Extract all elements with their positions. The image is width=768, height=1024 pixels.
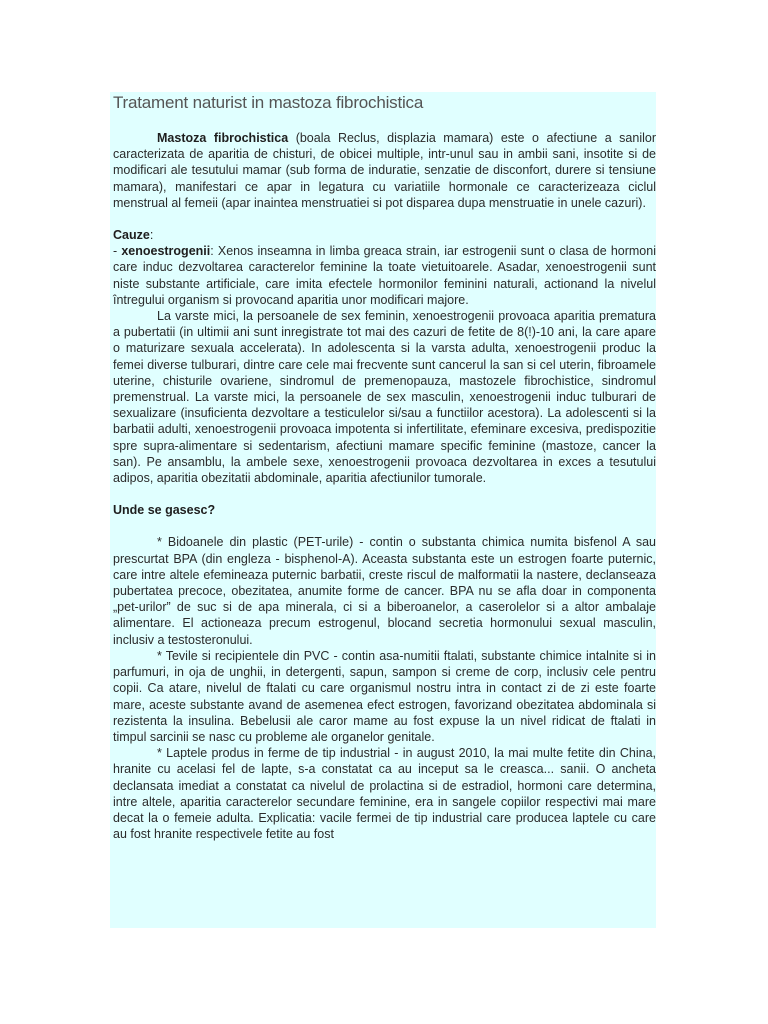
causes-item-prefix: - — [113, 244, 122, 259]
causes-item-text: : Xenos inseamna in limba greaca strain, iar estrogenii sunt o clasa de hormoni care induc dezvoltarea caracterelor feminine la toate vietuitoarele. Asadar, xenoestrogenii sunt niste substante artificiale, care imita efectele hormonilor feminini naturali, actionand la nivelul întregului organism si provocand aparitia unor modificari majore. — [113, 244, 656, 307]
intro-paragraph — [113, 130, 656, 211]
page-title: Tratament naturist in mastoza fibrochistica — [113, 93, 424, 112]
causes-heading-text: Cauze — [113, 228, 150, 243]
causes-heading-suffix: : — [149, 228, 154, 243]
causes-item — [113, 243, 656, 308]
causes-paragraph: La varste mici, la persoanele de sex feminin, xenoestrogenii provoaca aparitia prematura a pubertatii (in ultimii ani sunt inregistrate tot mai des cazuri de fetite de 8(!)-10 ani, la care apare o maturizare sexuala accelerata). In adolescenta si la varsta adulta, xenoestrogenii produc la femei diverse tulburari, dintre care cele mai frecvente sunt cancerul la san si cel uterin, fibroamele uterine, chisturile ovariene, sindromul de premenopauza, mastozele fibrochistice, sindromul premenstrual. La varste mici, la persoanele de sex masculin, xenoestrogenii induc tulburari de sexualizare (insuficienta dezvoltare a testiculelor si/sau a functiilor acestora). La adolescenti si la barbatii adulti, xenoestrogenii provoaca impotenta si infertilitate, efeminare excesiva, predispozitie spre supra-alimentare si sedentarism, afectiuni mamare specific feminine (mastoze, cancer la san). Pe ansamblu, la ambele sexe, xenoestrogenii provoaca dezvoltarea in exces a tesutului adipos, aparitia obezitatii abdominale, aparitia afectiunilor tumorale. — [113, 309, 656, 486]
sources-heading: Unde se gasesc? — [113, 503, 216, 518]
sources-item-pvc: * Tevile si recipientele din PVC - contin asa-numitii ftalati, substante chimice intalnite si in parfumuri, in oja de unghii, in detergenti, sapun, sampon si creme de corp, inclusiv cele pentru copii. Ca atare, nivelul de ftalati cu care organismul nostru intra in contact zi de zi este foarte mare, aceste substante avand de asemenea efect estrogen, favorizand obezitatea abdominala si rezistenta la insulina. Bebelusii ale caror mame au fost expuse la un nivel ridicat de ftalati in timpul sarcinii se nasc cu probleme ale organelor genitale. — [113, 648, 656, 744]
sources-item-plastic: * Bidoanele din plastic (PET-urile) - contin o substanta chimica numita bisfenol A sau prescurtat BPA (din engleza - bisphenol-A). Aceasta substanta este un estrogen foarte puternic, care intre altele efemineaza puternic barbatii, creste riscul de malformatii la nastere, declanseaza pubertatea precoce, obezitatea, anumite forme de cancer. BPA nu se afla doar in componenta „pet-urilor” de suc si de apa minerala, ci si a biberoanelor, a caserolelor si a altor ambalaje alimentare. El actioneaza precum estrogenul, blocand secretia hormonului sexual masculin, inclusiv a testosteronului. — [113, 535, 656, 647]
article — [113, 92, 656, 842]
sources-item-milk: * Laptele produs in ferme de tip industrial - in august 2010, la mai multe fetite din China, hranite cu acelasi fel de lapte, s-a constatat ca au inceput sa le creasca... sanii. O ancheta declansata imediat a constatat ca nivelul de prolactina si de estradiol, hormoni care determina, intre altele, aparitia caracterelor secundare feminine, era in sangele copiilor respectivi mai mare decat la o femeie adulta. Explicatia: vacile fermei de tip industrial care producea laptele cu care au fost hranite respectivele fetite au fost — [113, 746, 656, 842]
intro-term: Mastoza fibrochistica — [157, 131, 289, 145]
causes-item-term: xenoestrogenii — [121, 244, 211, 259]
causes-heading — [113, 227, 656, 243]
intro-text: (boala Reclus, displazia mamara) este o afectiune a sanilor caracterizata de aparitia de chisturi, de obicei multiple, intr-unul sau in ambii sani, insotite si de modificari ale tesutului mamar (sub forma de induratie, senzatie de disconfort, durere si tensiune mamara), manifestari ce apar in legatura cu variatiile hormonale ce caracterizeaza ciclul menstrual al femeii (apar inaintea menstruatiei si pot disparea dupa menstruatie in unele cazuri). — [113, 131, 656, 210]
